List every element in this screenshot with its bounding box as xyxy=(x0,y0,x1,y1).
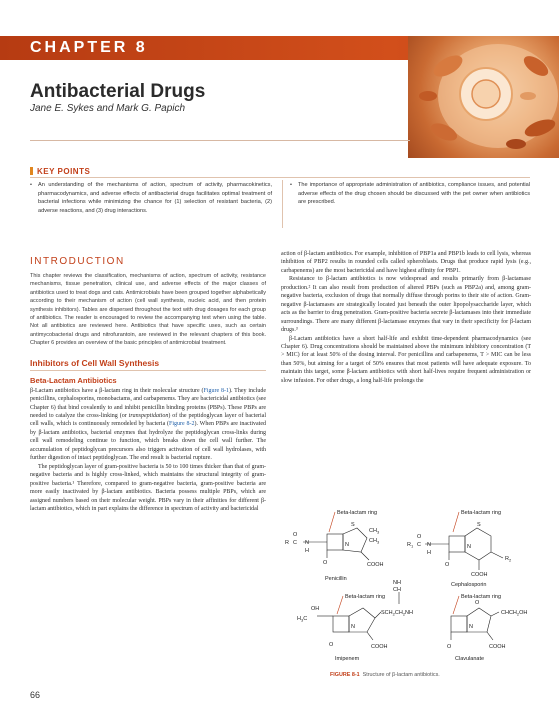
atom-label: C xyxy=(293,540,297,546)
atom-label: N xyxy=(345,542,349,548)
subsection-heading: Beta-Lactam Antibiotics xyxy=(30,375,117,385)
beta-lactam-structures xyxy=(281,508,531,666)
atom-label: O xyxy=(417,534,422,540)
atom-label: O xyxy=(293,532,298,538)
ring-label: Beta-lactam ring xyxy=(337,510,378,516)
header-divider xyxy=(30,140,410,141)
atom-label: O xyxy=(475,600,480,606)
atom-label: O xyxy=(323,560,328,566)
structure-name: Cephalosporin xyxy=(451,582,487,588)
figure-link[interactable]: Figure 8-1 xyxy=(203,387,229,394)
key-point-text: The importance of appropriate administration of antibiotics, compliance issues, and potential adverse effects of the drug chosen should be discussed with the pet owner when antibiotics are prescribed. xyxy=(298,182,530,206)
bullet-icon: • xyxy=(30,182,32,188)
key-points-column-divider xyxy=(282,180,283,228)
atom-label: S xyxy=(477,522,481,528)
atom-label: H xyxy=(305,548,309,554)
key-point-item xyxy=(290,181,530,207)
atom-label: COOH xyxy=(371,644,388,650)
ring-label: Beta-lactam ring xyxy=(461,510,502,516)
atom-label: R xyxy=(285,540,289,546)
introduction-heading: INTRODUCTION xyxy=(30,256,125,267)
atom-label: $CH_3$ xyxy=(369,528,380,535)
structure-name: Clavulanate xyxy=(455,656,485,662)
right-column xyxy=(281,250,531,385)
ring-label: Beta-lactam ring xyxy=(345,594,386,600)
atom-label: O xyxy=(447,644,452,650)
atom-label: NH xyxy=(393,580,401,586)
body-paragraph: The peptidoglycan layer of gram-positive bacteria is 50 to 100 times thicker than that of gram-negative bacteria and is highly cross-linked, which maintains the structural integrity of gram-positive bacteria.¹ Therefore, compared to gram-negative bacteria, gram-positive bacteria are more easily inactivated by β-lactam antibiotics. Bacteria possess multiple PBPs, which are assigned numbers based on their molecular weight. PBPs vary in their affinities for different β-lactam antibiotics, which in part explains the difference in spectrum of activity and bactericidal xyxy=(30,463,266,512)
left-column xyxy=(30,250,266,513)
atom-label: $SCH_2CH_2NH$ xyxy=(381,610,413,617)
section-heading: Inhibitors of Cell Wall Synthesis xyxy=(30,358,266,371)
atom-label: N xyxy=(469,624,473,630)
atom-label: C xyxy=(417,542,421,548)
body-paragraph: Resistance to β-lactam antibiotics is now widespread and results primarily from β-lactamase production.² It can also result from production of altered PBPs (such as PBP2a) and, among gram-negative bacteria, exclusion of drugs that normally diffuse through porins to their site of action. Gram-negative β-lactamases are strategically located just beneath the outer lipopolysaccharide layer, which acts as the barrier to drug penetration. Gram-positive bacteria secrete β-lactamases into their immediate surroundings. There are many different β-lactamase enzymes that vary in their specificity for β-lactam drugs.³ xyxy=(281,276,531,334)
top-margin xyxy=(0,0,559,36)
heading-marker-icon xyxy=(30,167,33,175)
header-illustration xyxy=(408,36,559,158)
atom-label: $R_2$ xyxy=(505,556,512,563)
bacteria-illustration xyxy=(408,36,559,158)
atom-label: COOH xyxy=(471,572,488,578)
atom-label: CH xyxy=(393,587,401,593)
atom-label: $H_3C$ xyxy=(297,616,308,623)
body-paragraph: action of β-lactam antibiotics. For example, inhibition of PBP1a and PBP1b leads to cell lysis, whereas inhibition of PBP2 results in rounded cells called spheroblasts. Drugs that produce rapid lysis (e.g., carbapenems) are the most bactericidal and have highest affinity for PBP1. xyxy=(281,251,531,274)
atom-label: $CH_3$ xyxy=(369,538,380,545)
atom-label: H xyxy=(427,550,431,556)
atom-label: OH xyxy=(311,606,320,612)
figure-caption: FIGURE 8-1 Structure of β-lactam antibiotics. xyxy=(330,672,440,678)
page-number: 66 xyxy=(30,690,41,700)
atom-label: $R_1$ xyxy=(407,542,414,549)
bullet-icon: • xyxy=(290,182,292,188)
atom-label: N xyxy=(467,544,471,550)
body-paragraph: β-Lactam antibiotics have a short half-life and exhibit time-dependent pharmacodynamics (see Chapter 6). Drug concentrations should be maintained above the minimum inhibitory concentration (T > MIC) for at least 50% of the dosing interval. For penicillins and carbapenems, T > MIC can be less than 50%, but aiming for a target of 50% ensures that most patients will have adequate exposure. To maintain this target, some β-lactam antibiotics with short half-lives require frequent administration or slow infusion. For other drugs, a long half-life prolongs the xyxy=(281,335,531,384)
figure-link[interactable]: Figure 8-2 xyxy=(169,421,195,428)
key-point-text: An understanding of the mechanisms of action, spectrum of activity, pharmacokinetics, pharmacodynamics, and adverse effects of antibacterial drugs facilitates optimal treatment of bacterial infections while minimizing the chance for (1) selection of resistant bacteria, (2) adverse reactions, and (3) drug interactions. xyxy=(38,182,272,214)
atom-label: COOH xyxy=(489,644,506,650)
atom-label: O xyxy=(445,562,450,568)
chapter-label: CHAPTER 8 xyxy=(30,39,148,56)
atom-label: S xyxy=(351,522,355,528)
chapter-authors: Jane E. Sykes and Mark G. Papich xyxy=(30,103,186,114)
figure-8-1 xyxy=(281,508,531,666)
structure-name: Penicillin xyxy=(325,576,347,582)
key-point-item xyxy=(30,181,272,215)
ring-label: Beta-lactam ring xyxy=(461,594,502,600)
atom-label: N xyxy=(427,542,431,548)
key-points-rule xyxy=(30,177,530,178)
structure-name: Imipenem xyxy=(335,656,360,662)
key-points-heading: KEY POINTS xyxy=(30,167,90,176)
atom-label: $CHCH_2OH$ xyxy=(501,610,528,617)
introduction-paragraph: This chapter reviews the classification, mechanisms of action, spectrum of activity, resistance mechanisms, tissue penetration, clinical use, and adverse effects of the major classes of antibiotics used to treat dogs and cats. Antimicrobials have been grouped together alphabetically according to their mechanism of action (cell wall synthesis, nucleic acid, and then protein synthesis inhibitors). Tables are dispersed throughout the text with drug dosages for each group of antibiotics. The reader is encouraged to review the accompanying text when using the table. Not all antibiotics are reviewed here. Antibiotics that have specific uses, such as certain antimycobacterial drugs and nitrofurantoin, are reviewed in the relevant chapters of this book. Chapter 6 provides an overview of the basic principles of antimicrobial treatment. xyxy=(30,273,266,347)
body-paragraph: β-Lactam antibiotics have a β-lactam ring in their molecular structure (Figure 8-1). They include penicillins, cephalosporins, monobactams, and carbapenems. They are bactericidal antibiotics (see Chapter 6) that bind covalently to and inhibit penicillin binding proteins (PBPs). These PBPs are needed to catalyze the cross-linking (or transpeptidation) of the peptidoglycan layer of bacterial cell walls, which is continuously remodeled by bacteria (Figure 8-2). When PBPs are inactivated by β-lactam antibiotics, bacterial enzymes that hydrolyze the peptidoglycan cross-links during cell wall remodeling continue to function, which breaks down the cell wall further. The accumulation of peptidoglycan precursors also triggers activation of cell wall hydrolases, with further digestion of intact peptidoglycan. The end result is bacterial rupture. xyxy=(30,387,266,462)
chapter-title: Antibacterial Drugs xyxy=(30,81,206,102)
atom-label: N xyxy=(305,540,309,546)
atom-label: O xyxy=(329,642,334,648)
atom-label: N xyxy=(351,624,355,630)
atom-label: COOH xyxy=(367,562,384,568)
